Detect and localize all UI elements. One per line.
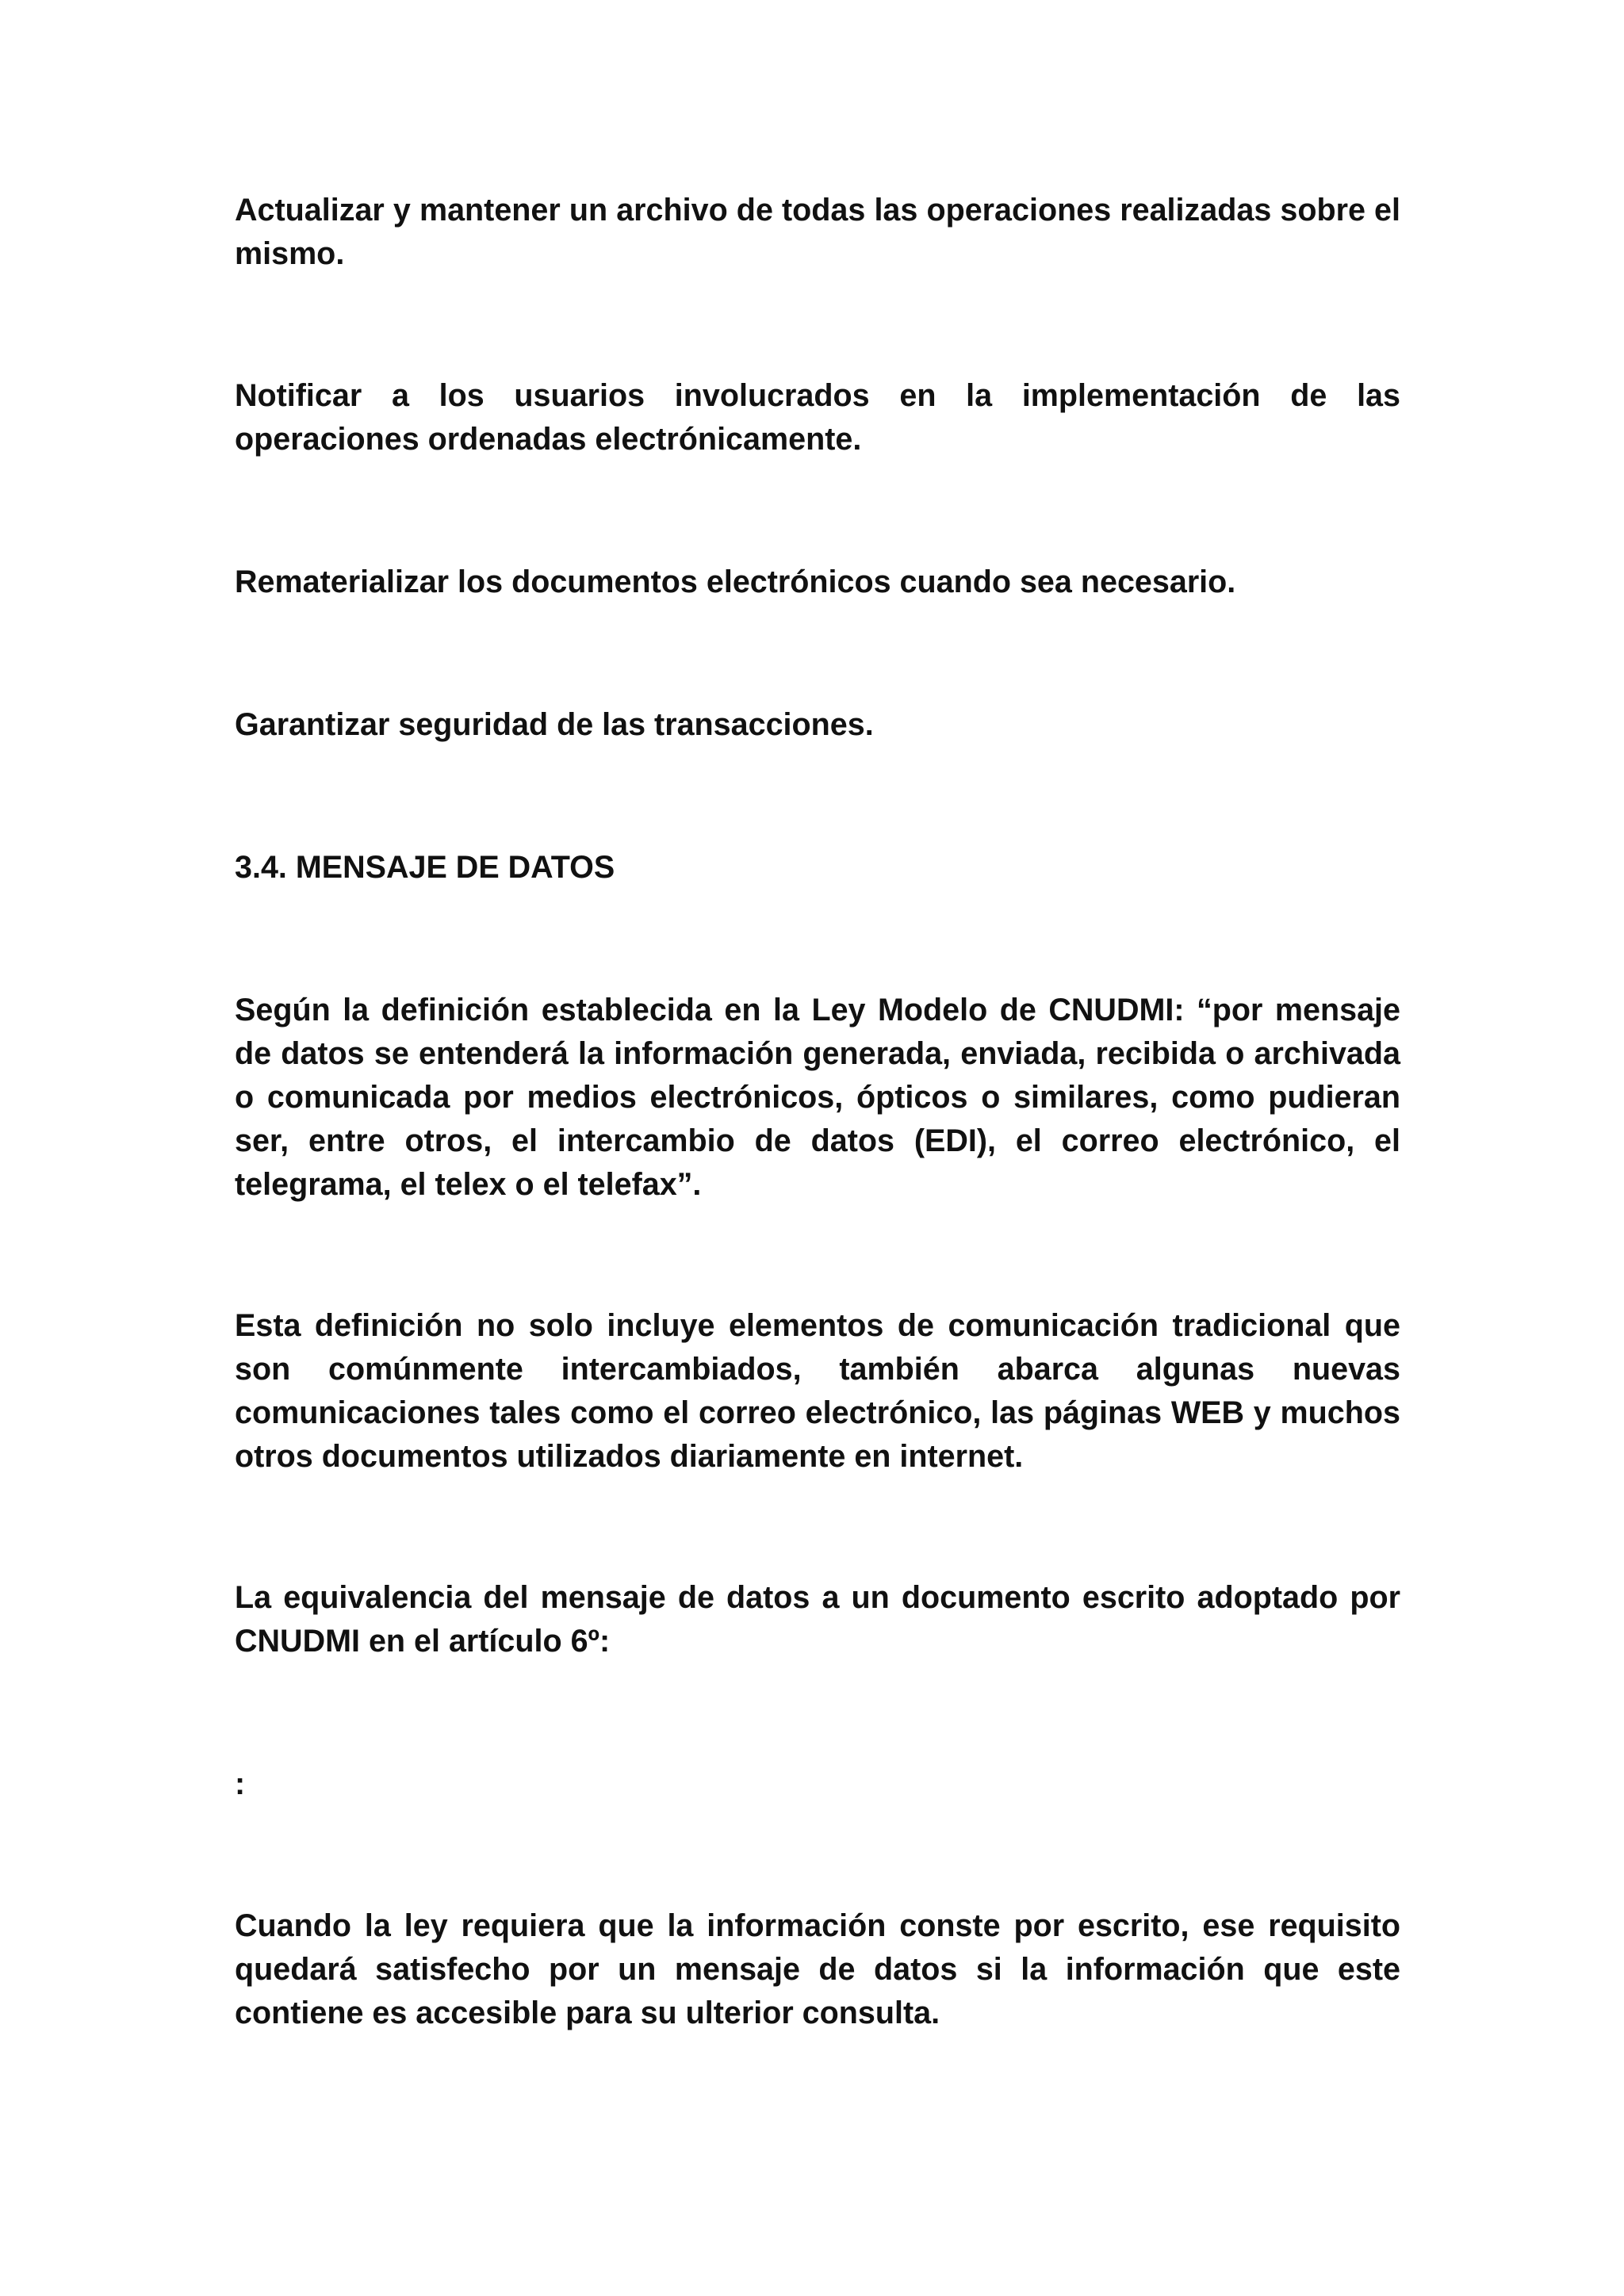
paragraph-colon: : [235, 1766, 246, 1801]
paragraph-equivalencia: La equivalencia del mensaje de datos a un documento escrito adoptado por CNUDMI en el artículo 6º: [235, 1580, 1400, 1659]
paragraph-requisito-escrito: Cuando la ley requiera que la información conste por escrito, ese requisito quedará satisfecho por un mensaje de datos si la información que este contiene es accesible para su ulterior consulta. [235, 1908, 1400, 2030]
paragraph-rematerializar: Rematerializar los documentos electrónicos cuando sea necesario. [235, 564, 1236, 599]
paragraph-notificar-usuarios: Notificar a los usuarios involucrados en la implementación de las operaciones ordenadas electrónicamente. [235, 378, 1400, 457]
paragraph-actualizar-archivo: Actualizar y mantener un archivo de todas las operaciones realizadas sobre el mismo. [235, 193, 1400, 271]
section-heading: 3.4. MENSAJE DE DATOS [235, 850, 615, 885]
paragraph-garantizar-seguridad: Garantizar seguridad de las transacciones. [235, 707, 874, 742]
paragraph-definicion-cnudmi: Según la definición establecida en la Ley Modelo de CNUDMI: “por mensaje de datos se entenderá la información generada, enviada, recibida o archivada o comunicada por medios electrónicos, ópticos o similares, como pudieran ser, entre otros, el intercambio de datos (EDI), el correo electrónico, el telegrama, el telex o el telefax”. [235, 993, 1400, 1202]
paragraph-alcance-definicion: Esta definición no solo incluye elementos de comunicación tradicional que son comúnmente intercambiados, también abarca algunas nuevas comunicaciones tales como el correo electrónico, las páginas WEB y muchos otros documentos utilizados diariamente en internet. [235, 1308, 1400, 1474]
